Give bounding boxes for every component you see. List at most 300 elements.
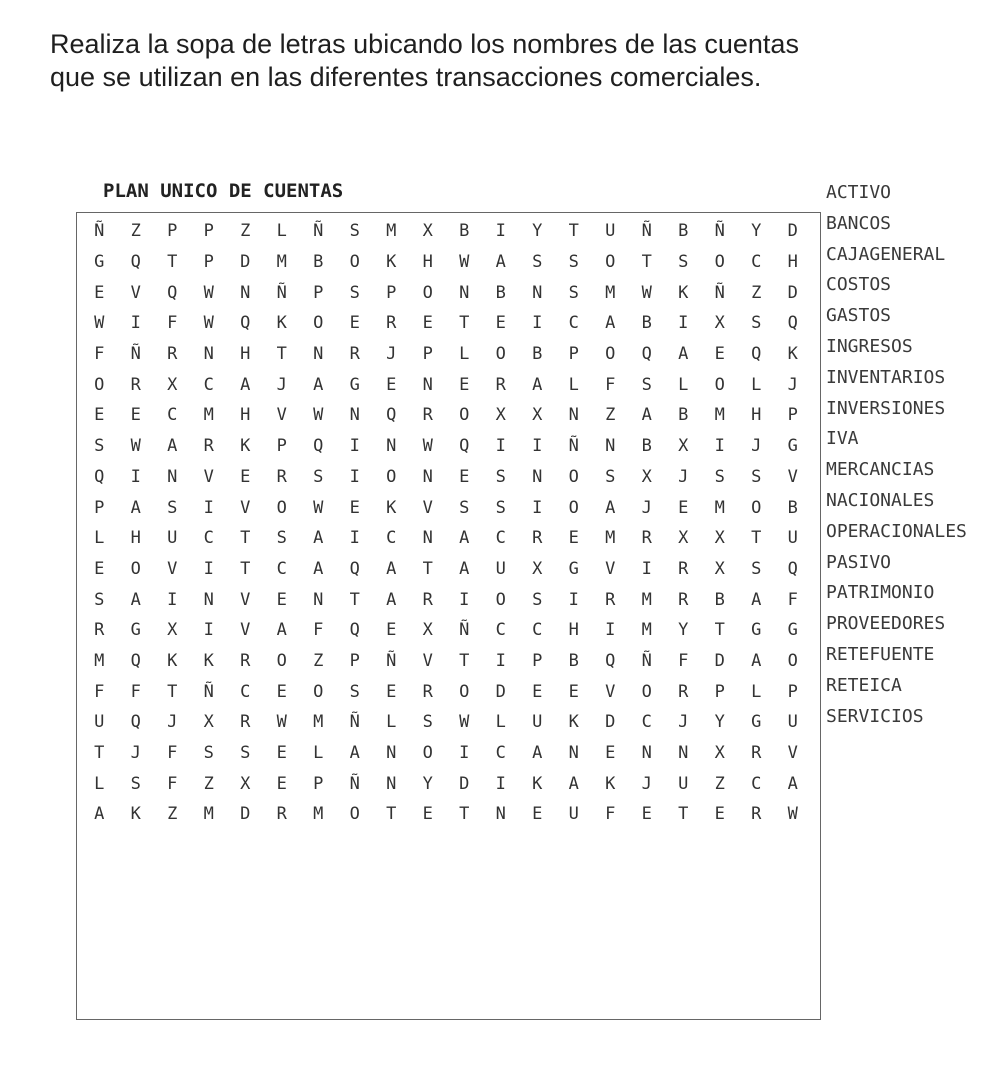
grid-letter[interactable]: N [422,374,433,395]
grid-letter[interactable]: I [203,620,214,641]
grid-letter[interactable]: E [276,773,287,794]
grid-letter[interactable]: E [422,313,433,334]
grid-letter[interactable]: S [568,282,579,303]
grid-letter[interactable]: P [313,773,324,794]
grid-letter[interactable]: B [459,221,470,242]
grid-letter[interactable]: X [714,528,725,549]
grid-letter[interactable]: Y [714,712,725,733]
grid-letter[interactable]: O [605,344,616,365]
grid-letter[interactable]: Q [94,466,105,487]
grid-letter[interactable]: A [130,497,141,518]
grid-letter[interactable]: I [459,743,470,764]
grid-letter[interactable]: K [532,773,543,794]
grid-letter[interactable]: N [313,344,324,365]
grid-letter[interactable]: S [532,589,543,610]
grid-letter[interactable]: E [349,497,360,518]
grid-letter[interactable]: C [751,773,762,794]
grid-letter[interactable]: M [276,252,287,273]
grid-letter[interactable]: T [641,252,652,273]
grid-letter[interactable]: U [568,804,579,825]
grid-letter[interactable]: O [130,558,141,579]
grid-letter[interactable]: B [568,650,579,671]
grid-letter[interactable]: I [349,528,360,549]
grid-letter[interactable]: Z [203,773,214,794]
grid-letter[interactable]: A [130,589,141,610]
grid-letter[interactable]: B [532,344,543,365]
grid-letter[interactable]: T [240,528,251,549]
grid-letter[interactable]: U [495,558,506,579]
grid-letter[interactable]: S [678,252,689,273]
grid-letter[interactable]: G [568,558,579,579]
grid-letter[interactable]: N [568,743,579,764]
grid-letter[interactable]: W [641,282,652,303]
grid-letter[interactable]: M [313,712,324,733]
grid-letter[interactable]: C [495,620,506,641]
grid-letter[interactable]: Ñ [641,650,652,671]
grid-letter[interactable]: Ñ [130,344,141,365]
grid-letter[interactable]: R [422,405,433,426]
grid-letter[interactable]: O [641,681,652,702]
grid-letter[interactable]: J [678,466,689,487]
grid-letter[interactable]: O [349,252,360,273]
grid-letter[interactable]: Ñ [459,620,470,641]
grid-letter[interactable]: Ñ [276,282,287,303]
grid-letter[interactable]: A [94,804,105,825]
grid-letter[interactable]: P [349,650,360,671]
grid-letter[interactable]: J [641,497,652,518]
grid-letter[interactable]: E [568,681,579,702]
grid-letter[interactable]: V [203,466,214,487]
grid-letter[interactable]: N [422,466,433,487]
grid-letter[interactable]: Q [240,313,251,334]
grid-letter[interactable]: Ñ [349,712,360,733]
grid-letter[interactable]: E [386,374,397,395]
grid-letter[interactable]: K [130,804,141,825]
grid-letter[interactable]: T [240,558,251,579]
grid-letter[interactable]: I [495,436,506,457]
grid-letter[interactable]: G [787,436,798,457]
grid-letter[interactable]: R [240,650,251,671]
grid-letter[interactable]: Z [313,650,324,671]
grid-letter[interactable]: N [422,528,433,549]
grid-letter[interactable]: X [678,436,689,457]
grid-letter[interactable]: C [240,681,251,702]
grid-letter[interactable]: C [495,528,506,549]
grid-letter[interactable]: A [240,374,251,395]
grid-letter[interactable]: T [276,344,287,365]
grid-letter[interactable]: R [751,743,762,764]
grid-letter[interactable]: C [568,313,579,334]
grid-letter[interactable]: V [787,743,798,764]
grid-letter[interactable]: O [787,650,798,671]
grid-letter[interactable]: N [459,282,470,303]
grid-letter[interactable]: M [313,804,324,825]
grid-letter[interactable]: P [94,497,105,518]
grid-letter[interactable]: S [641,374,652,395]
grid-letter[interactable]: R [641,528,652,549]
grid-letter[interactable]: R [167,344,178,365]
grid-letter[interactable]: P [787,681,798,702]
grid-letter[interactable]: E [532,681,543,702]
grid-letter[interactable]: I [203,497,214,518]
grid-letter[interactable]: I [678,313,689,334]
grid-letter[interactable]: Ñ [313,221,324,242]
grid-letter[interactable]: T [751,528,762,549]
grid-letter[interactable]: B [641,313,652,334]
grid-letter[interactable]: D [605,712,616,733]
grid-letter[interactable]: J [641,773,652,794]
grid-letter[interactable]: N [203,344,214,365]
grid-letter[interactable]: T [678,804,689,825]
grid-letter[interactable]: R [495,374,506,395]
grid-letter[interactable]: S [714,466,725,487]
grid-letter[interactable]: G [349,374,360,395]
grid-letter[interactable]: K [167,650,178,671]
grid-letter[interactable]: R [678,589,689,610]
grid-letter[interactable]: T [459,313,470,334]
grid-letter[interactable]: N [386,436,397,457]
grid-letter[interactable]: Q [386,405,397,426]
grid-letter[interactable]: G [751,620,762,641]
grid-letter[interactable]: Z [751,282,762,303]
grid-letter[interactable]: X [641,466,652,487]
grid-letter[interactable]: M [203,804,214,825]
grid-letter[interactable]: W [313,497,324,518]
grid-letter[interactable]: O [422,743,433,764]
grid-letter[interactable]: S [422,712,433,733]
grid-letter[interactable]: F [678,650,689,671]
grid-letter[interactable]: O [276,497,287,518]
grid-letter[interactable]: A [459,558,470,579]
grid-letter[interactable]: T [422,558,433,579]
grid-letter[interactable]: N [532,282,543,303]
grid-letter[interactable]: O [568,497,579,518]
grid-letter[interactable]: O [386,466,397,487]
grid-letter[interactable]: X [532,405,543,426]
grid-letter[interactable]: V [240,620,251,641]
grid-letter[interactable]: O [459,681,470,702]
grid-letter[interactable]: P [422,344,433,365]
grid-letter[interactable]: F [787,589,798,610]
grid-letter[interactable]: T [167,252,178,273]
grid-letter[interactable]: W [94,313,105,334]
grid-letter[interactable]: I [495,773,506,794]
grid-letter[interactable]: E [678,497,689,518]
grid-letter[interactable]: T [167,681,178,702]
grid-letter[interactable]: E [605,743,616,764]
grid-letter[interactable]: C [532,620,543,641]
grid-letter[interactable]: I [532,436,543,457]
grid-letter[interactable]: V [130,282,141,303]
grid-letter[interactable]: L [568,374,579,395]
grid-letter[interactable]: O [495,344,506,365]
grid-letter[interactable]: V [240,589,251,610]
grid-letter[interactable]: E [130,405,141,426]
grid-letter[interactable]: U [532,712,543,733]
grid-letter[interactable]: G [130,620,141,641]
grid-letter[interactable]: B [313,252,324,273]
grid-letter[interactable]: K [240,436,251,457]
grid-letter[interactable]: I [349,436,360,457]
grid-letter[interactable]: F [94,344,105,365]
grid-letter[interactable]: V [605,681,616,702]
grid-letter[interactable]: T [459,804,470,825]
grid-letter[interactable]: Ñ [641,221,652,242]
grid-letter[interactable]: D [240,804,251,825]
grid-letter[interactable]: P [167,221,178,242]
grid-letter[interactable]: X [240,773,251,794]
grid-letter[interactable]: M [386,221,397,242]
grid-letter[interactable]: P [386,282,397,303]
grid-letter[interactable]: X [203,712,214,733]
grid-letter[interactable]: A [568,773,579,794]
grid-letter[interactable]: C [203,374,214,395]
grid-letter[interactable]: V [422,650,433,671]
grid-letter[interactable]: O [349,804,360,825]
grid-letter[interactable]: X [167,620,178,641]
grid-letter[interactable]: Z [130,221,141,242]
grid-letter[interactable]: Ñ [568,436,579,457]
grid-letter[interactable]: E [349,313,360,334]
grid-letter[interactable]: J [678,712,689,733]
grid-letter[interactable]: H [422,252,433,273]
grid-letter[interactable]: A [751,589,762,610]
grid-letter[interactable]: M [203,405,214,426]
grid-letter[interactable]: E [532,804,543,825]
grid-letter[interactable]: O [422,282,433,303]
grid-letter[interactable]: J [130,743,141,764]
grid-letter[interactable]: L [94,528,105,549]
grid-letter[interactable]: S [94,589,105,610]
grid-letter[interactable]: N [532,466,543,487]
grid-letter[interactable]: U [787,528,798,549]
grid-letter[interactable]: W [203,282,214,303]
grid-letter[interactable]: S [130,773,141,794]
grid-letter[interactable]: C [203,528,214,549]
grid-letter[interactable]: M [641,589,652,610]
grid-letter[interactable]: L [276,221,287,242]
grid-letter[interactable]: V [240,497,251,518]
grid-letter[interactable]: R [751,804,762,825]
grid-letter[interactable]: T [568,221,579,242]
grid-letter[interactable]: E [714,344,725,365]
grid-letter[interactable]: E [94,558,105,579]
grid-letter[interactable]: O [459,405,470,426]
grid-letter[interactable]: S [459,497,470,518]
grid-letter[interactable]: I [495,221,506,242]
grid-letter[interactable]: E [459,466,470,487]
grid-letter[interactable]: F [167,773,178,794]
grid-letter[interactable]: B [787,497,798,518]
grid-letter[interactable]: W [787,804,798,825]
grid-letter[interactable]: W [276,712,287,733]
grid-letter[interactable]: V [167,558,178,579]
grid-letter[interactable]: E [495,313,506,334]
grid-letter[interactable]: A [641,405,652,426]
grid-letter[interactable]: Q [130,712,141,733]
grid-letter[interactable]: Ñ [714,282,725,303]
grid-letter[interactable]: K [386,497,397,518]
grid-letter[interactable]: S [751,313,762,334]
grid-letter[interactable]: J [751,436,762,457]
grid-letter[interactable]: Q [751,344,762,365]
grid-letter[interactable]: P [276,436,287,457]
grid-letter[interactable]: S [313,466,324,487]
grid-letter[interactable]: Q [349,558,360,579]
grid-letter[interactable]: H [130,528,141,549]
grid-letter[interactable]: L [386,712,397,733]
grid-letter[interactable]: S [167,497,178,518]
grid-letter[interactable]: I [605,620,616,641]
grid-letter[interactable]: Q [787,313,798,334]
grid-letter[interactable]: G [787,620,798,641]
grid-letter[interactable]: N [568,405,579,426]
grid-letter[interactable]: X [495,405,506,426]
grid-letter[interactable]: N [240,282,251,303]
grid-letter[interactable]: M [94,650,105,671]
grid-letter[interactable]: R [276,804,287,825]
grid-letter[interactable]: Q [787,558,798,579]
grid-letter[interactable]: E [94,405,105,426]
grid-letter[interactable]: A [386,589,397,610]
grid-letter[interactable]: A [605,497,616,518]
grid-letter[interactable]: S [495,497,506,518]
grid-letter[interactable]: V [422,497,433,518]
grid-letter[interactable]: S [94,436,105,457]
grid-letter[interactable]: P [203,221,214,242]
grid-letter[interactable]: S [751,466,762,487]
grid-letter[interactable]: G [751,712,762,733]
grid-letter[interactable]: S [751,558,762,579]
grid-letter[interactable]: R [422,589,433,610]
grid-letter[interactable]: A [313,374,324,395]
grid-letter[interactable]: R [276,466,287,487]
grid-letter[interactable]: R [678,681,689,702]
grid-letter[interactable]: S [495,466,506,487]
grid-letter[interactable]: D [495,681,506,702]
grid-letter[interactable]: K [787,344,798,365]
grid-letter[interactable]: F [313,620,324,641]
grid-letter[interactable]: E [714,804,725,825]
grid-letter[interactable]: I [130,313,141,334]
grid-letter[interactable]: K [568,712,579,733]
grid-letter[interactable]: Q [605,650,616,671]
grid-letter[interactable]: A [167,436,178,457]
grid-letter[interactable]: S [349,221,360,242]
grid-letter[interactable]: X [167,374,178,395]
grid-letter[interactable]: K [276,313,287,334]
grid-letter[interactable]: M [714,497,725,518]
grid-letter[interactable]: C [386,528,397,549]
grid-letter[interactable]: Z [605,405,616,426]
grid-letter[interactable]: H [240,344,251,365]
grid-letter[interactable]: V [276,405,287,426]
grid-letter[interactable]: E [276,743,287,764]
grid-letter[interactable]: N [349,405,360,426]
grid-letter[interactable]: K [386,252,397,273]
grid-letter[interactable]: Q [459,436,470,457]
grid-letter[interactable]: S [349,282,360,303]
grid-letter[interactable]: W [459,252,470,273]
grid-letter[interactable]: E [568,528,579,549]
grid-letter[interactable]: N [678,743,689,764]
grid-letter[interactable]: H [568,620,579,641]
grid-letter[interactable]: W [203,313,214,334]
grid-letter[interactable]: C [495,743,506,764]
grid-letter[interactable]: U [167,528,178,549]
grid-letter[interactable]: Q [130,650,141,671]
grid-letter[interactable]: E [459,374,470,395]
grid-letter[interactable]: R [532,528,543,549]
grid-letter[interactable]: E [641,804,652,825]
grid-letter[interactable]: Q [641,344,652,365]
grid-letter[interactable]: E [422,804,433,825]
grid-letter[interactable]: Y [751,221,762,242]
grid-letter[interactable]: L [678,374,689,395]
grid-letter[interactable]: O [313,313,324,334]
grid-letter[interactable]: E [94,282,105,303]
grid-letter[interactable]: L [495,712,506,733]
grid-letter[interactable]: I [532,497,543,518]
grid-letter[interactable]: N [203,589,214,610]
grid-letter[interactable]: M [641,620,652,641]
grid-letter[interactable]: Ñ [94,221,105,242]
grid-letter[interactable]: F [167,743,178,764]
grid-letter[interactable]: T [94,743,105,764]
grid-letter[interactable]: I [568,589,579,610]
grid-letter[interactable]: Ñ [203,681,214,702]
grid-letter[interactable]: A [605,313,616,334]
grid-letter[interactable]: M [605,528,616,549]
grid-letter[interactable]: I [532,313,543,334]
grid-letter[interactable]: N [495,804,506,825]
grid-letter[interactable]: A [751,650,762,671]
grid-letter[interactable]: N [605,436,616,457]
grid-letter[interactable]: K [203,650,214,671]
grid-letter[interactable]: L [94,773,105,794]
grid-letter[interactable]: X [422,620,433,641]
grid-letter[interactable]: W [313,405,324,426]
grid-letter[interactable]: X [714,558,725,579]
grid-letter[interactable]: L [751,681,762,702]
grid-letter[interactable]: L [751,374,762,395]
grid-letter[interactable]: E [276,681,287,702]
grid-letter[interactable]: Q [167,282,178,303]
grid-letter[interactable]: M [714,405,725,426]
grid-letter[interactable]: A [678,344,689,365]
grid-letter[interactable]: P [714,681,725,702]
grid-letter[interactable]: K [605,773,616,794]
grid-letter[interactable]: R [240,712,251,733]
grid-letter[interactable]: D [240,252,251,273]
grid-letter[interactable]: Q [313,436,324,457]
grid-letter[interactable]: R [422,681,433,702]
grid-letter[interactable]: S [532,252,543,273]
grid-letter[interactable]: P [313,282,324,303]
grid-letter[interactable]: K [678,282,689,303]
grid-letter[interactable]: L [459,344,470,365]
grid-letter[interactable]: I [203,558,214,579]
grid-letter[interactable]: T [714,620,725,641]
grid-letter[interactable]: N [167,466,178,487]
grid-letter[interactable]: B [641,436,652,457]
grid-letter[interactable]: I [714,436,725,457]
grid-letter[interactable]: N [386,773,397,794]
grid-letter[interactable]: N [386,743,397,764]
grid-letter[interactable]: Ñ [386,650,397,671]
grid-letter[interactable]: J [386,344,397,365]
grid-letter[interactable]: J [787,374,798,395]
